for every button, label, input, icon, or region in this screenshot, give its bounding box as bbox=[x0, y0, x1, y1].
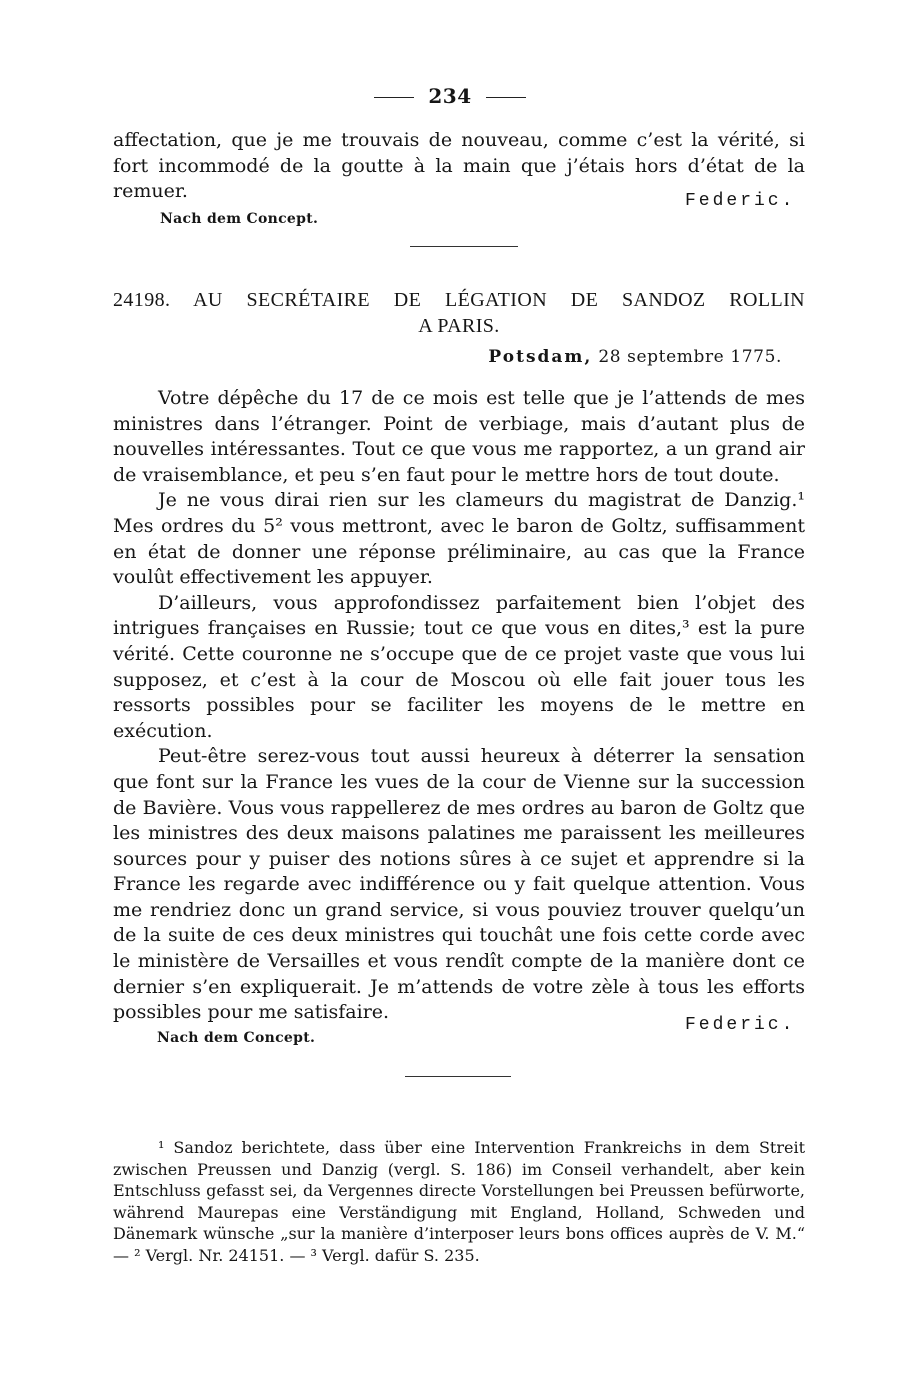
letter-title bbox=[113, 287, 805, 339]
header-dash-left bbox=[374, 97, 414, 98]
letter-number: 24198. bbox=[113, 289, 171, 311]
first-letter-signature: Federic. bbox=[685, 191, 796, 211]
letter-body bbox=[113, 386, 805, 1026]
footnote bbox=[113, 1137, 805, 1266]
letter-date: 28 septembre 1775. bbox=[598, 347, 782, 367]
letter-paragraph: D’ailleurs, vous approfondissez parfaitement bien l’objet des intrigues françaises en Russie; tout ce que vous en dites,³ est la pure vérité. Cette couronne ne s’occupe que de ce projet vaste que vous lui supposez, et c’est à la cour de Moscou où elle fait jouer tous les ressorts possibles pour se faciliter les moyens de le mettre en exécution. bbox=[113, 591, 805, 742]
page-number: 234 bbox=[428, 84, 472, 108]
letter-paragraph: Je ne vous dirai rien sur les clameurs du magistrat de Danzig.¹ Mes ordres du 5² vous mettront, avec le baron de Goltz, suffisamment en état de donner une réponse préliminaire, au cas que la France voulût effectivement les appuyer. bbox=[113, 489, 805, 589]
letter-paragraph: Peut-être serez-vous tout aussi heureux à déterrer la sensation que font sur la France les vues de la cour de Vienne sur la succession de Bavière. Vous vous rappellerez de mes ordres au baron de Goltz que les ministres des deux maisons palatines me paraissent les meilleures sources pour y puiser des notions sûres à ce sujet et apprendre si la France les regarde avec indifférence ou y fait quelque attention. Vous me rendriez donc un grand service, si vous pouviez trouver quelqu’un de la suite de ces deux ministres qui touchât une fois cette corde avec le ministère de Versailles et vous rendît compte de la manière dont ce dernier s’en expliquerait. Je m’attends de votre zèle à tous les efforts possibles pour me satisfaire. bbox=[113, 745, 805, 1024]
letter-title-line1 bbox=[113, 287, 805, 313]
letter-paragraph: Votre dépêche du 17 de ce mois est telle que je l’attends de mes ministres dans l’étranger. Point de verbiage, mais d’autant plus de nouvelles intéressantes. Tout ce que vous me rapportez, a un grand air de vraisemblance, et peu s’en faut pour le mettre hors de tout doute. bbox=[113, 387, 805, 486]
letter-signature: Federic. bbox=[685, 1015, 796, 1035]
letter-dateline bbox=[488, 347, 782, 367]
continued-paragraph-text: affectation, que je me trouvais de nouveau, comme c’est la vérité, si fort incommodé de la goutte à la main que j’étais hors d’état de la remuer. bbox=[113, 129, 805, 203]
letter-source-note: Nach dem Concept. bbox=[157, 1030, 316, 1046]
header-dash-right bbox=[486, 97, 526, 98]
letter-title-text: AU SECRÉTAIRE DE LÉGATION DE SANDOZ ROLLIN bbox=[193, 289, 805, 311]
page-header bbox=[0, 84, 900, 108]
letter-place: Potsdam, bbox=[488, 347, 593, 367]
section-divider bbox=[410, 246, 518, 247]
letter-title-line2: A PARIS. bbox=[418, 315, 500, 337]
footnote-text: ¹ Sandoz berichtete, dass über eine Intervention Frankreichs in dem Streit zwischen Preussen und Danzig (vergl. S. 186) im Conseil verhandelt, aber kein Entschluss gefasst sei, da Vergennes directe Vorstellungen bei Preussen befürworte, während Maurepas eine Verständigung mit England, Holland, Schweden und Dänemark wünsche „sur la manière d’interposer leurs bons offices auprès de V. M.“ — ² Vergl. Nr. 24151. — ³ Vergl. dafür S. 235. bbox=[113, 1138, 805, 1265]
footnote-divider bbox=[405, 1076, 511, 1077]
first-letter-source-note: Nach dem Concept. bbox=[160, 211, 319, 227]
